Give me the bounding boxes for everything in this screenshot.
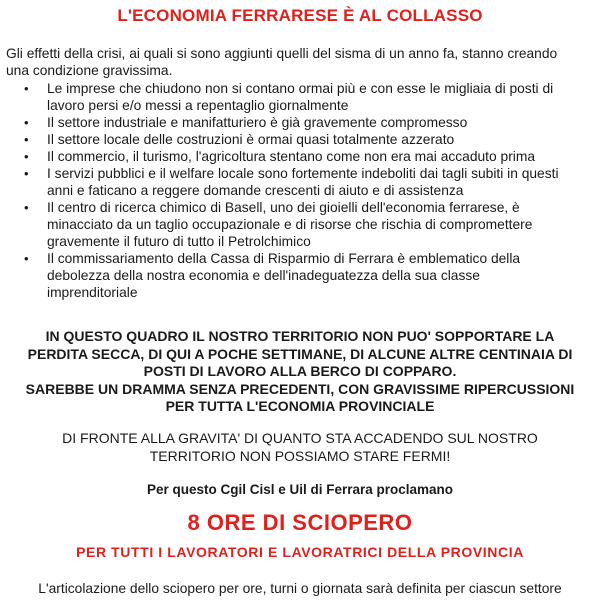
statement-line: POSTI DI LAVORO ALLA BERCO DI COPPARO. xyxy=(143,363,457,379)
statement-line: PER TUTTA L'ECONOMIA PROVINCIALE xyxy=(165,398,435,414)
bullet-line: • Il commissariamento della Cassa di Risparmio di Ferrara è emblematico della xyxy=(47,251,521,266)
gravity-line: TERRITORIO NON POSSIAMO STARE FERMI! xyxy=(149,447,451,464)
gravity-line: DI FRONTE ALLA GRAVITA' DI QUANTO STA ACCADENDO SUL NOSTRO xyxy=(62,430,538,446)
bullet-line: imprenditoriale xyxy=(47,285,138,300)
statement-line: PERDITA SECCA, DI QUI A POCHE SETTIMANE, DI ALCUNE ALTRE CENTINAIA DI xyxy=(27,345,573,362)
gravity-statement xyxy=(0,430,600,465)
bullet-line: • Il settore industriale e manifatturiero è già gravemente compromesso xyxy=(47,115,468,130)
footer-note: L'articolazione dello sciopero per ore, turni o giornata sarà definita per ciascun settore xyxy=(38,581,562,596)
bullet-item xyxy=(0,148,600,165)
bullet-line: • Il centro di ricerca chimico di Basell, uno dei gioielli dell'economia ferrarese, è xyxy=(47,200,520,215)
bullet-item xyxy=(0,250,600,301)
bullet-line: • Le imprese che chiudono non si contano ormai più e con esse le migliaia di posti di xyxy=(47,81,554,96)
bullet-line: debolezza della nostra economia e dell'inadeguatezza della sua classe xyxy=(47,268,480,283)
bullet-line: gravemente il futuro di tutto il Petrolchimico xyxy=(47,234,311,249)
bullet-line: anni e faticano a reggere domande crescenti di aiuto e di assistenza xyxy=(47,183,464,198)
strike-subtitle: PER TUTTI I LAVORATORI E LAVORATRICI DELLA PROVINCIA xyxy=(76,544,524,560)
territory-statement xyxy=(0,328,600,416)
bullet-item xyxy=(0,131,600,148)
intro-line: una condizione gravissima. xyxy=(6,63,173,78)
intro-line: Gli effetti della crisi, ai quali si sono aggiunti quelli del sisma di un anno fa, stanno creando xyxy=(6,46,558,61)
crisis-bullet-list xyxy=(0,80,600,301)
bullet-item xyxy=(0,80,600,114)
statement-line: IN QUESTO QUADRO IL NOSTRO TERRITORIO NON PUO' SOPPORTARE LA xyxy=(45,328,555,344)
strike-title: 8 ORE DI SCIOPERO xyxy=(187,510,413,535)
bullet-line: • I servizi pubblici e il welfare locale sono fortemente indeboliti dai tagli subiti in questi xyxy=(47,166,559,181)
proclaim-line: Per questo Cgil Cisl e Uil di Ferrara proclamano xyxy=(146,482,454,497)
bullet-line: • Il settore locale delle costruzioni è ormai quasi totalmente azzerato xyxy=(47,132,455,147)
page-title: L'ECONOMIA FERRARESE È AL COLLASSO xyxy=(117,6,483,25)
bullet-line: lavoro persi e/o messi a repentaglio giornalmente xyxy=(47,98,349,113)
bullet-item xyxy=(0,114,600,131)
bullet-line: • Il commercio, il turismo, l'agricoltura stentano come non era mai accaduto prima xyxy=(47,149,536,164)
bullet-line: minacciato da un taglio occupazionale e di risorse che rischia di compromettere xyxy=(47,217,533,232)
bullet-item xyxy=(0,199,600,250)
intro-paragraph xyxy=(6,45,594,79)
bullet-item xyxy=(0,165,600,199)
statement-line: SAREBBE UN DRAMMA SENZA PRECEDENTI, CON GRAVISSIME RIPERCUSSIONI xyxy=(25,380,575,397)
